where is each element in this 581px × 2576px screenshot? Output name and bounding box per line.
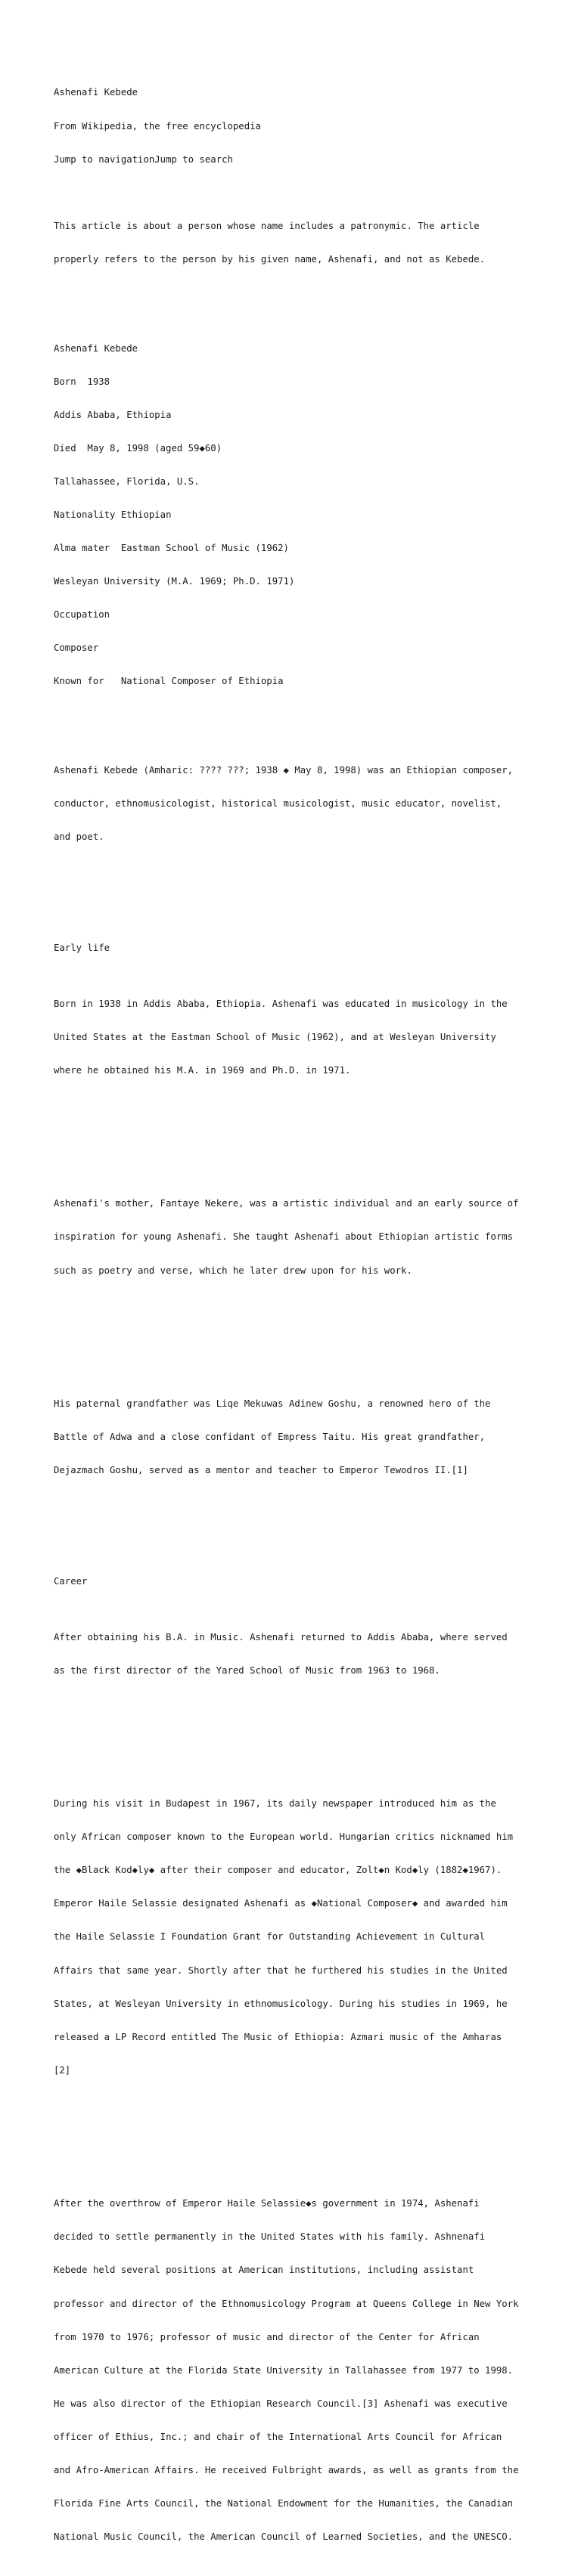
paragraph-line: such as poetry and verse, which he later drew upon for his work. [54,1265,412,1276]
paragraph-line: conductor, ethnomusicologist, historical musicologist, music educator, novelist, [54,798,502,810]
paragraph-line: only African composer known to the European world. Hungarian critics nicknamed him [54,1831,514,1843]
article-title: Ashenafi Kebede [54,87,138,98]
jump-links[interactable]: Jump to navigationJump to search [54,153,233,165]
career-paragraph-1 [54,1609,568,1698]
early-life-paragraph-2 [54,1176,568,1299]
paragraph-line: professor and director of the Ethnomusicology Program at Queens College in New York [54,2298,519,2309]
hatnote [54,198,568,287]
section-heading-career: Career [54,1576,88,1587]
infobox-alma-mater: Alma mater Eastman School of Music (1962) [54,543,289,554]
infobox-occupation-label: Occupation [54,609,110,621]
paragraph-line: the ◆Black Kod◆ly◆ after their composer and educator, Zolt◆n Kod◆ly (1882◆1967). [54,1865,502,1876]
paragraph-line: where he obtained his M.A. in 1969 and Ph.D. in 1971. [54,1064,351,1076]
paragraph-line: American Culture at the Florida State University in Tallahassee from 1977 to 1998. [54,2364,514,2376]
spacer [54,1132,568,1143]
paragraph-line: [2] [54,2064,71,2076]
document-body [54,65,568,2576]
paragraph-line: Emperor Haile Selassie designated Ashenafi as ◆National Composer◆ and awarded him [54,1898,508,1909]
infobox-died: Died May 8, 1998 (aged 59◆60) [54,442,222,454]
paragraph-line: Affairs that same year. Shortly after that he furthered his studies in the United [54,1965,508,1976]
paragraph-line: Battle of Adwa and a close confidant of Empress Taitu. His great grandfather, [54,1432,486,1443]
early-life-paragraph-1 [54,976,568,1098]
paragraph-line: Ashenafi's mother, Fantaye Nekere, was a artistic individual and an early source of [54,1198,519,1209]
spacer [54,2132,568,2143]
intro-paragraph [54,743,568,865]
paragraph-line: National Music Council, the American Council of Learned Societies, and the UNESCO. [54,2531,514,2543]
paragraph-line: officer of Ethius, Inc.; and chair of the International Arts Council for African [54,2431,502,2442]
infobox-known-for: Known for National Composer of Ethiopia [54,676,284,687]
paragraph-line: United States at the Eastman School of Music (1962), and at Wesleyan University [54,1031,496,1042]
paragraph-line: as the first director of the Yared School of Music from 1963 to 1968. [54,1664,440,1676]
spacer [54,1332,568,1343]
paragraph-line: States, at Wesleyan University in ethnomusicology. During his studies in 1969, he [54,1998,508,2009]
paragraph-line: Born in 1938 in Addis Ababa, Ethiopia. Ashenafi was educated in musicology in the [54,998,508,1009]
hatnote-line: properly refers to the person by his given name, Ashenafi, and not as Kebede. [54,253,486,265]
section-heading-early-life: Early life [54,943,110,954]
paragraph-line: and Afro-American Affairs. He received Fulbright awards, as well as grants from the [54,2465,519,2476]
career-paragraph-3 [54,2176,568,2565]
article-source: From Wikipedia, the free encyclopedia [54,120,261,132]
infobox-born-place: Addis Ababa, Ethiopia [54,409,172,420]
infobox-died-place: Tallahassee, Florida, U.S. [54,475,200,487]
paragraph-line: Kebede held several positions at American institutions, including assistant [54,2265,474,2276]
infobox-name: Ashenafi Kebede [54,342,138,354]
spacer [54,898,568,909]
paragraph-line: He was also director of the Ethiopian Research Council.[3] Ashenafi was executive [54,2398,508,2409]
paragraph-line: from 1970 to 1976; professor of music and director of the Center for African [54,2331,480,2342]
paragraph-line: and poet. [54,831,104,843]
infobox-nationality: Nationality Ethiopian [54,509,172,520]
paragraph-line: His paternal grandfather was Liqe Mekuwas Adinew Goshu, a renowned hero of the [54,1398,491,1409]
paragraph-line: After the overthrow of Emperor Haile Selassie◆s government in 1974, Ashenafi [54,2198,480,2209]
infobox-occupation: Composer [54,642,99,654]
paragraph-line: During his visit in Budapest in 1967, its daily newspaper introduced him as the [54,1798,496,1810]
hatnote-line: This article is about a person whose name includes a patronymic. The article [54,220,480,231]
paragraph-line: Ashenafi Kebede (Amharic: ???? ???; 1938 ◆ May 8, 1998) was an Ethiopian composer, [54,765,514,776]
paragraph-line: After obtaining his B.A. in Music. Ashenafi returned to Addis Ababa, where served [54,1631,508,1643]
infobox-born: Born 1938 [54,376,110,387]
career-paragraph-2 [54,1776,568,2098]
early-life-paragraph-3 [54,1376,568,1499]
paragraph-line: decided to settle permanently in the United States with his family. Ashnenafi [54,2231,486,2243]
paragraph-line: released a LP Record entitled The Music of Ethiopia: Azmari music of the Amharas [54,2031,502,2042]
paragraph-line: the Haile Selassie I Foundation Grant for Outstanding Achievement in Cultural [54,1931,486,1943]
spacer [54,1732,568,1743]
infobox [54,320,568,709]
spacer [54,1531,568,1543]
paragraph-line: inspiration for young Ashenafi. She taught Ashenafi about Ethiopian artistic forms [54,1231,514,1243]
infobox-alma-mater-2: Wesleyan University (M.A. 1969; Ph.D. 1971) [54,576,295,587]
paragraph-line: Florida Fine Arts Council, the National Endowment for the Humanities, the Canadian [54,2498,514,2509]
paragraph-line: Dejazmach Goshu, served as a mentor and teacher to Emperor Tewodros II.[1] [54,1465,468,1476]
